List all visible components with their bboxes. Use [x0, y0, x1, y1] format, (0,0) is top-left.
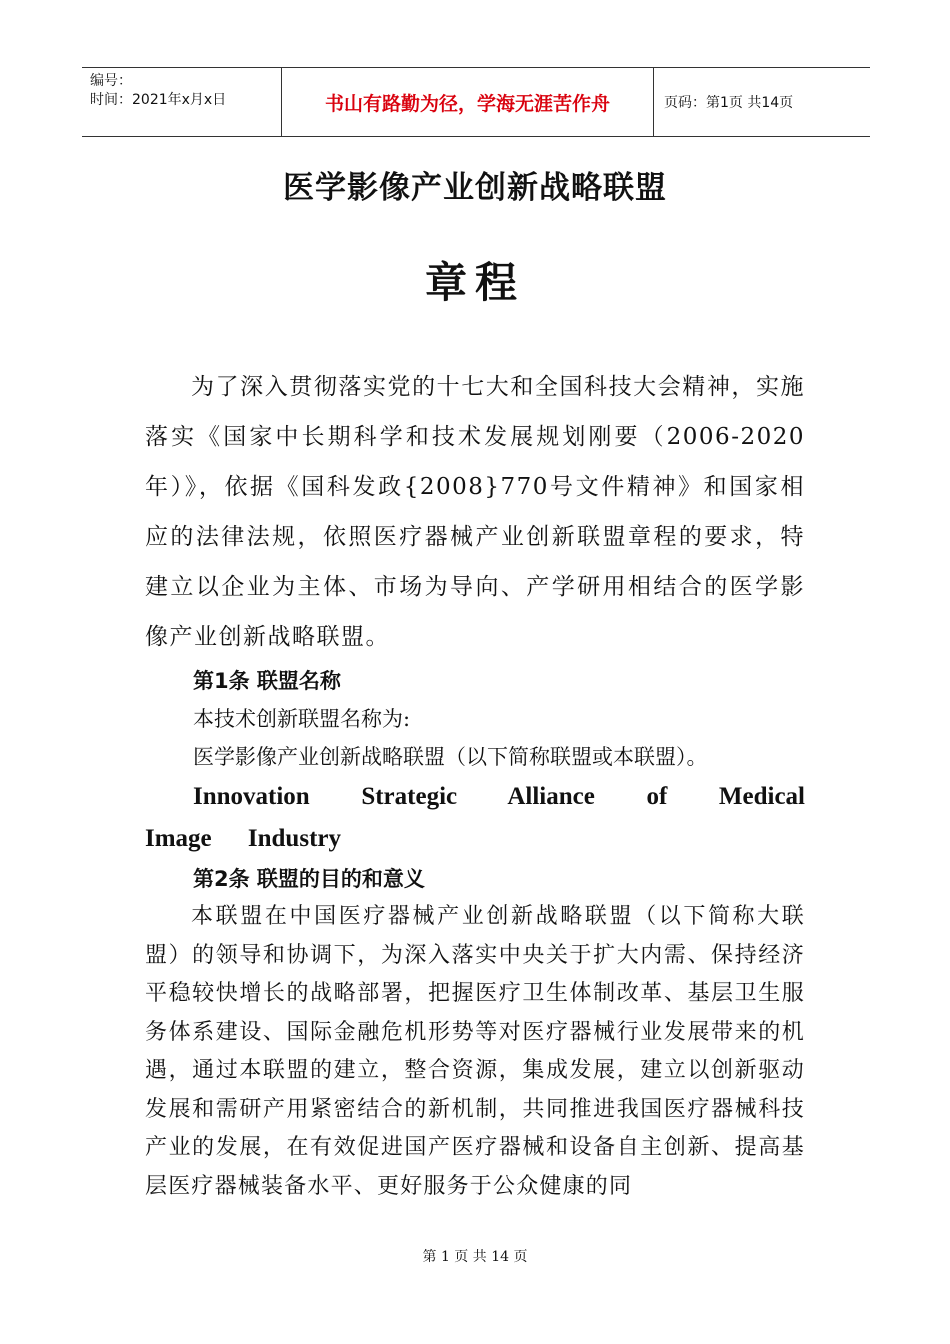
article-1-line-1: 本技术创新联盟名称为:	[193, 707, 411, 731]
header-meta	[82, 68, 282, 136]
english-name: Innovation Strategic Alliance of Medical Image Industry	[145, 783, 805, 852]
document-title: 医学影像产业创新战略联盟	[283, 170, 667, 206]
article-2-paragraph: 本联盟在中国医疗器械产业创新战略联盟（以下简称大联盟）的领导和协调下，为深入落实中央关于扩大内需、保持经济平稳较快增长的战略部署，把握医疗卫生体制改革、基层卫生服务体系建设、国际金融危机形势等对医疗器械行业发展带来的机遇，通过本联盟的建立，整合资源，集成发展，建立以创新驱动发展和需研产用紧密结合的新机制，共同推进我国医疗器械科技产业的发展，在有效促进国产医疗器械和设备自主创新、提高基层医疗器械装备水平、更好服务于公众健康的同	[145, 904, 805, 1199]
number-label: 编号：	[90, 73, 132, 89]
page-footer: 第 1 页 共 14 页	[422, 1249, 528, 1265]
article-1-title: 第1条 联盟名称	[193, 669, 341, 693]
page-info-text: 页码：第1页 共14页	[664, 95, 794, 111]
article-2-title: 第2条 联盟的目的和意义	[193, 867, 425, 891]
article-1-line-2: 医学影像产业创新战略联盟（以下简称联盟或本联盟）。	[193, 745, 708, 769]
document-body	[145, 362, 805, 1206]
header-motto	[282, 68, 654, 136]
document-subtitle: 章程	[424, 258, 525, 307]
intro-paragraph: 为了深入贯彻落实党的十七大和全国科技大会精神，实施落实《国家中长期科学和技术发展规划刚要（2006-2020年）》，依据《国科发政{2008}770号文件精神》和国家相应的法律法规，依照医疗器械产业创新联盟章程的要求，特建立以企业为主体、市场为导向、产学研用相结合的医学影像产业创新战略联盟。	[145, 374, 805, 650]
page-header	[82, 67, 870, 137]
header-page-info	[654, 68, 870, 136]
time-label: 时间：2021年x月x日	[90, 92, 227, 108]
motto-text: 书山有路勤为径，学海无涯苦作舟	[324, 92, 610, 115]
